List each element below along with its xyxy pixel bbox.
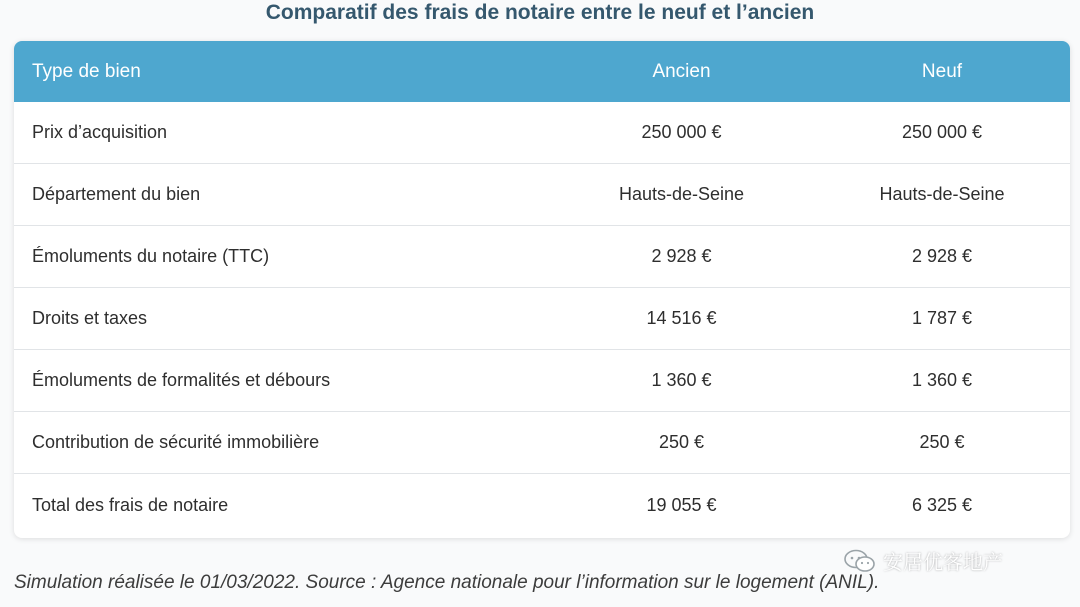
table-row bbox=[14, 164, 1070, 226]
row-ancien-value: 19 055 € bbox=[646, 494, 717, 515]
row-neuf-value: Hauts-de-Seine bbox=[879, 184, 1005, 204]
table-header-row bbox=[14, 41, 1070, 102]
row-ancien-value: 1 360 € bbox=[651, 370, 712, 390]
row-neuf-value: 250 000 € bbox=[901, 122, 983, 142]
row-ancien-value: 2 928 € bbox=[651, 246, 712, 266]
watermark bbox=[843, 546, 1003, 575]
row-label: Total des frais de notaire bbox=[32, 494, 229, 515]
watermark-text: 安居优客地产 bbox=[883, 552, 1003, 574]
page-title: Comparatif des frais de notaire entre le neuf et l’ancien bbox=[265, 1, 815, 24]
header-type-de-bien: Type de bien bbox=[32, 60, 141, 82]
table-row bbox=[14, 474, 1070, 536]
row-neuf-value: 1 360 € bbox=[911, 370, 973, 390]
row-neuf-value: 1 787 € bbox=[911, 308, 973, 328]
header-ancien: Ancien bbox=[652, 60, 711, 82]
row-ancien-value: 250 000 € bbox=[641, 122, 722, 142]
row-neuf-value: 2 928 € bbox=[911, 246, 973, 266]
row-neuf-value: 250 € bbox=[919, 432, 965, 452]
table-row bbox=[14, 412, 1070, 474]
wechat-icon bbox=[843, 549, 877, 573]
row-label: Émoluments de formalités et débours bbox=[32, 370, 331, 390]
table-row bbox=[14, 226, 1070, 288]
row-ancien-value: 250 € bbox=[658, 432, 705, 452]
comparison-table bbox=[14, 41, 1070, 538]
row-ancien-value: 14 516 € bbox=[646, 308, 717, 328]
table-row bbox=[14, 288, 1070, 350]
row-ancien-value: Hauts-de-Seine bbox=[618, 184, 745, 204]
table-row bbox=[14, 350, 1070, 412]
row-label: Droits et taxes bbox=[32, 308, 148, 328]
header-neuf: Neuf bbox=[921, 60, 963, 82]
row-neuf-value: 6 325 € bbox=[911, 494, 973, 515]
table-row bbox=[14, 102, 1070, 164]
footnote: Simulation réalisée le 01/03/2022. Source : Agence nationale pour l’information sur le logement (ANIL). bbox=[14, 572, 880, 593]
row-label: Contribution de sécurité immobilière bbox=[32, 432, 320, 452]
row-label: Département du bien bbox=[32, 184, 201, 204]
row-label: Prix d’acquisition bbox=[32, 122, 168, 142]
row-label: Émoluments du notaire (TTC) bbox=[32, 246, 270, 266]
